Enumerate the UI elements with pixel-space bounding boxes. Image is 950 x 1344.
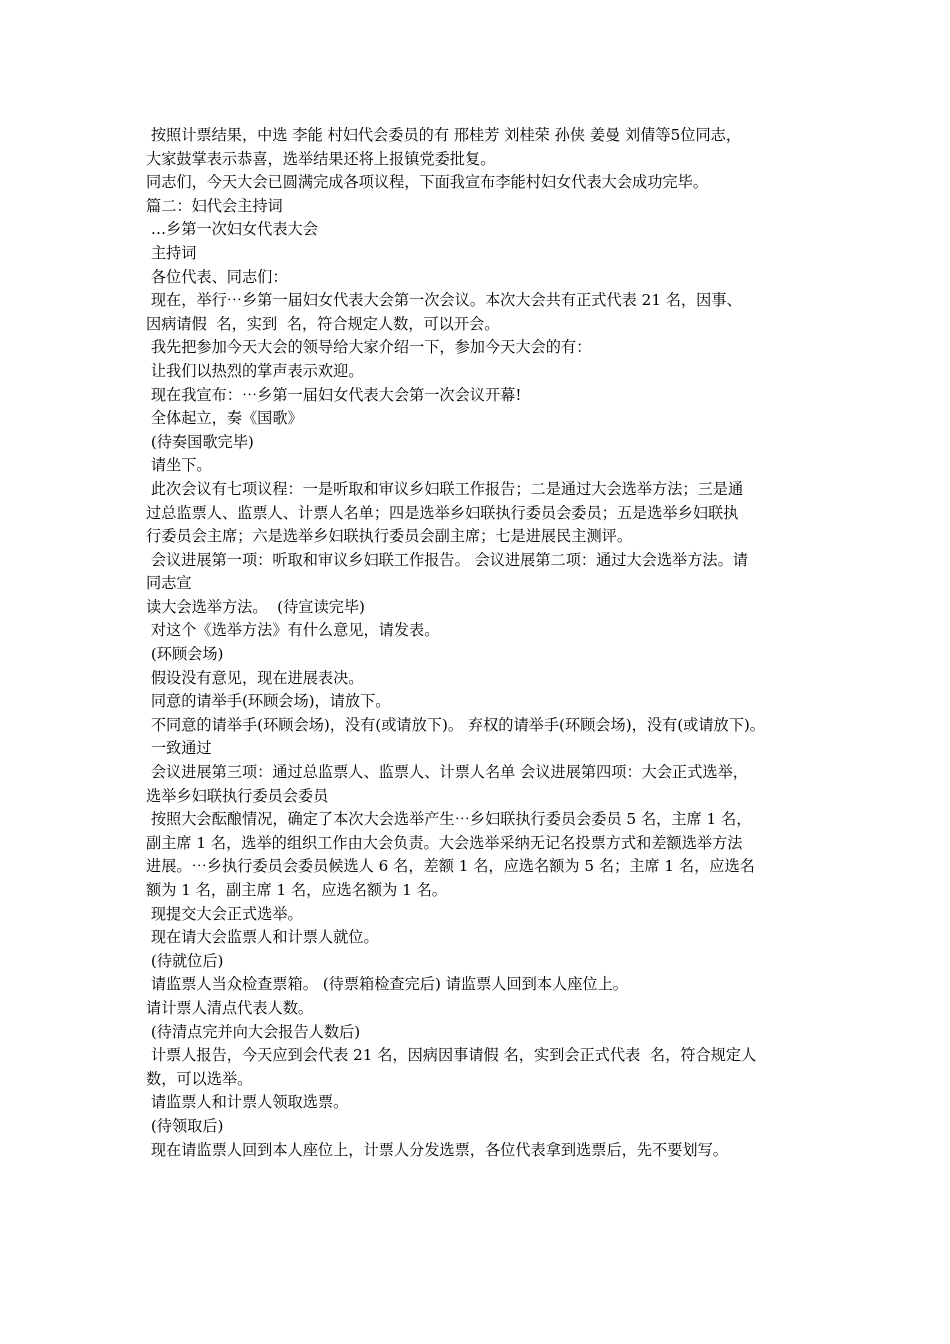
text-line: 额为 1 名，副主席 1 名，应选名额为 1 名。 (146, 881, 447, 899)
text-line: 同志们，今天大会已圆满完成各项议程，下面我宣布李能村妇女代表大会成功完毕。 (146, 173, 708, 192)
text-line: 大家鼓掌表示恭喜，选举结果还将上报镇党委批复。 (146, 149, 496, 168)
text-line: 请坐下。 (146, 456, 212, 475)
text-line: (环顾会场) (146, 645, 224, 664)
text-line: 我先把参加今天大会的领导给大家介绍一下，参加今天大会的有： (146, 338, 592, 357)
text-line: 同志宣 (146, 574, 192, 593)
text-line: 一致通过 (146, 739, 212, 758)
text-line: 请监票人和计票人领取选票。 (146, 1093, 349, 1112)
text-line: 数，可以选举。 (146, 1069, 253, 1088)
text-line: 全体起立，奏《国歌》 (146, 409, 303, 428)
text-line: 主持词 (146, 243, 197, 262)
text-line: 按照大会酝酿情况，确定了本次大会选举产生⋯乡妇联执行委员会委员 5 名，主席 1 名， (146, 810, 752, 829)
text-line: 此次会议有七项议程：一是听取和审议乡妇联工作报告；二是通过大会选举方法；三是通 (146, 479, 744, 498)
text-line: 请计票人清点代表人数。 (146, 998, 314, 1017)
section-heading: 篇二：妇代会主持词 (146, 196, 283, 215)
text-line: 会议进展第一项：听取和审议乡妇联工作报告。 会议进展第二项：通过大会选举方法。请 (146, 550, 748, 569)
text-line: 各位代表、同志们： (146, 267, 288, 286)
text-line: 会议进展第三项：通过总监票人、监票人、计票人名单 会议进展第四项：大会正式选举， (146, 763, 748, 782)
text-line: 行委员会主席；六是选举乡妇联执行委员会副主席；七是进展民主测评。 (146, 527, 632, 546)
text-line: 按照计票结果，中选 李能 村妇代会委员的有 邢桂芳 刘桂荣 孙侠 姜曼 刘倩等5位同志， (146, 126, 742, 144)
text-line: (待领取后) (146, 1116, 224, 1135)
text-line: 读大会选举方法。 (待宣读完毕) (146, 597, 365, 616)
text-line: 现在请大会监票人和计票人就位。 (146, 928, 379, 947)
document-body (146, 124, 818, 1162)
text-line: 同意的请举手(环顾会场)，请放下。 (146, 692, 391, 711)
text-line: 选举乡妇联执行委员会委员 (146, 786, 329, 805)
text-line: 过总监票人、监票人、计票人名单；四是选举乡妇联执行委员会委员；五是选举乡妇联执 (146, 503, 739, 522)
text-line: 进展。⋯乡执行委员会委员候选人 6 名，差额 1 名，应选名额为 5 名；主席 1 名，应选名 (146, 857, 755, 876)
text-line: (待清点完并向大会报告人数后) (146, 1022, 361, 1041)
text-line: 副主席 1 名，选举的组织工作由大会负责。大会选举采纳无记名投票方式和差额选举方法 (146, 833, 743, 852)
text-line: 对这个《选举方法》有什么意见，请发表。 (146, 621, 440, 640)
text-line: 计票人报告，今天应到会代表 21 名，因病因事请假 名，实到会正式代表 名，符合规定人 (146, 1046, 757, 1065)
text-line: 假设没有意见，现在进展表决。 (146, 668, 364, 687)
text-line: (待就位后) (146, 951, 224, 970)
text-line: 因病请假 名，实到 名，符合规定人数，可以开会。 (146, 314, 500, 333)
text-line: 让我们以热烈的掌声表示欢迎。 (146, 361, 364, 380)
text-line: 现在，举行⋯乡第一届妇女代表大会第一次会议。本次大会共有正式代表 21 名，因事、 (146, 291, 742, 310)
text-line: 现在请监票人回到本人座位上，计票人分发选票，各位代表拿到选票后，先不要划写。 (146, 1140, 728, 1159)
text-line: 现在我宣布：⋯乡第一届妇女代表大会第一次会议开幕! (146, 385, 522, 404)
text-line: …乡第一次妇女代表大会 (146, 220, 318, 239)
text-line: (待奏国歌完毕) (146, 432, 254, 451)
text-line: 请监票人当众检查票箱。 (待票箱检查完后) 请监票人回到本人座位上。 (146, 975, 628, 994)
text-line: 不同意的请举手(环顾会场)，没有(或请放下)。 弃权的请举手(环顾会场)，没有(或请放下)。 (146, 715, 765, 734)
text-line: 现提交大会正式选举。 (146, 904, 303, 923)
